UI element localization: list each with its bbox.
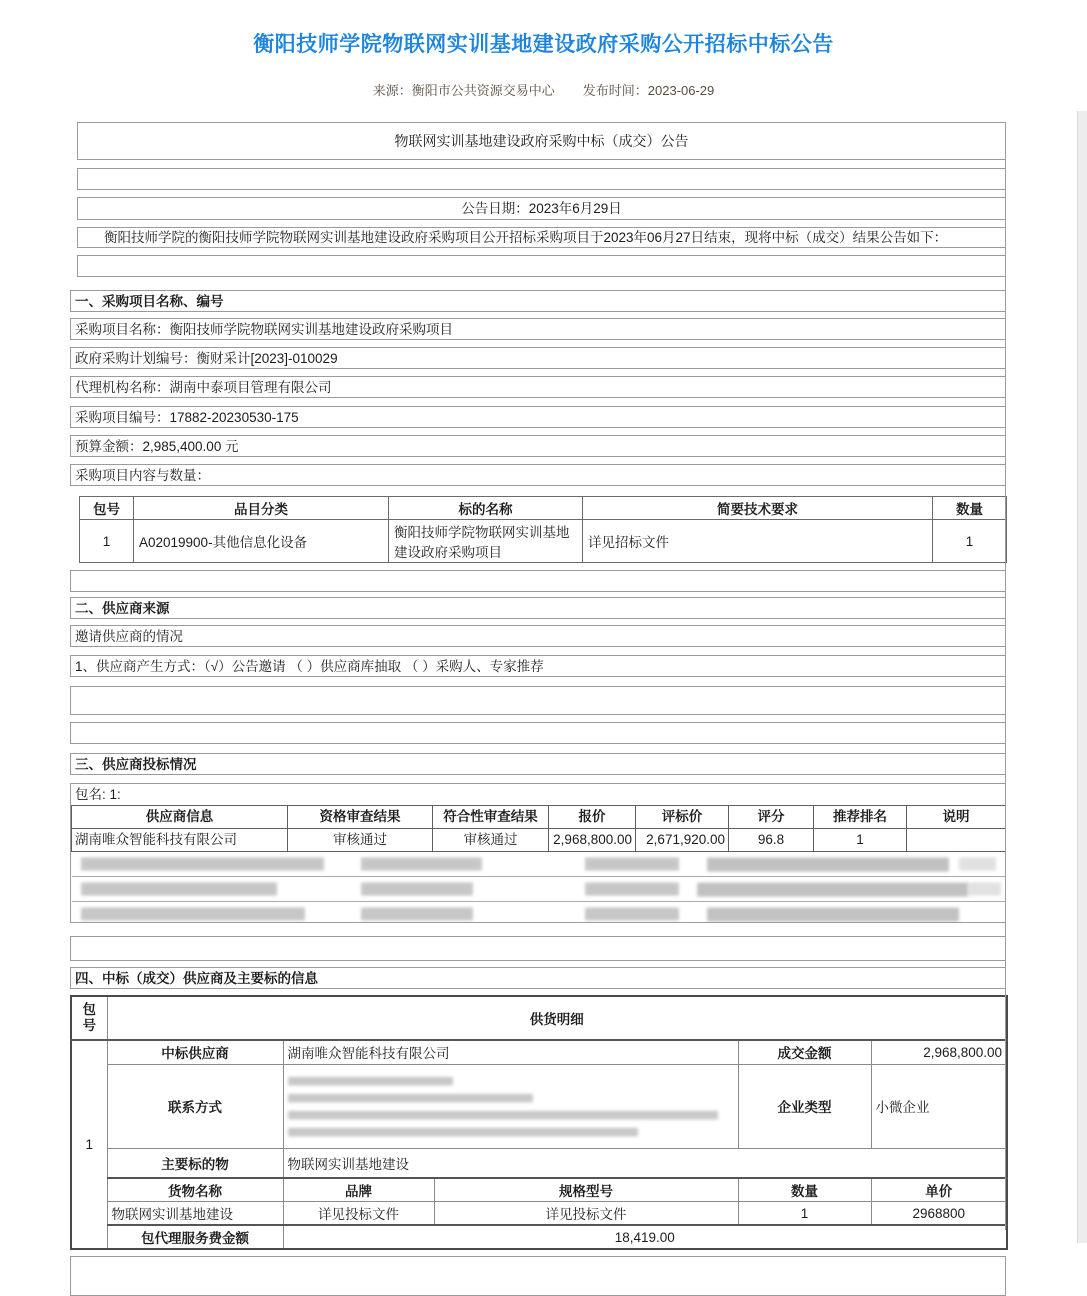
redacted-text-bar — [707, 857, 950, 871]
winner-name-cell: 湖南唯众智能科技有限公司 — [283, 1040, 738, 1064]
agency-name-row: 代理机构名称：湖南中泰项目管理有限公司 — [70, 376, 1006, 398]
brand-cell: 详见投标文件 — [283, 1202, 434, 1226]
column-header: 供应商信息 — [72, 806, 288, 829]
table-header-row — [71, 996, 1007, 1040]
column-header: 说明 — [907, 806, 1006, 829]
winner-detail-table — [70, 995, 1008, 1250]
redacted-text-bar — [585, 858, 678, 870]
column-header: 推荐排名 — [814, 806, 907, 829]
column-header: 品牌 — [283, 1178, 434, 1202]
column-header: 符合性审查结果 — [433, 806, 549, 829]
main-subject-row — [71, 1148, 1007, 1178]
package-number-cell: 1 — [80, 520, 134, 563]
empty-row-box — [70, 722, 1006, 744]
redacted-text-bar — [81, 858, 324, 870]
redacted-text-bar — [288, 1077, 453, 1085]
redacted-bidder-row — [72, 902, 1006, 924]
announce-date-box: 公告日期：2023年6月29日 — [77, 197, 1006, 220]
redacted-cells — [72, 877, 1006, 902]
score-cell: 96.8 — [729, 829, 814, 852]
redacted-text-bar — [585, 908, 678, 920]
amount-value-cell: 2,968,800.00 — [871, 1040, 1007, 1064]
plan-number-row: 政府采购计划编号：衡财采计[2023]-010029 — [70, 347, 1006, 369]
intro-paragraph: 衡阳技师学院的衡阳技师学院物联网实训基地建设政府采购项目公开招标采购项目于2023年06月27日结束，现将中标（成交）结果公告如下： — [77, 227, 1006, 248]
package-number-cell: 1 — [71, 1040, 107, 1249]
package-name-label: 包名: 1: — [75, 787, 121, 802]
tech-requirement-cell: 详见招标文件 — [583, 520, 933, 563]
table-row — [80, 520, 1007, 563]
rank-cell: 1 — [814, 829, 907, 852]
budget-row: 预算金额：2,985,400.00 元 — [70, 435, 1006, 457]
redacted-bidder-row — [72, 852, 1006, 877]
scrollbar-track[interactable] — [1077, 111, 1087, 1243]
empty-row-box — [70, 936, 1006, 961]
evaluated-price-cell: 2,671,920.00 — [636, 829, 729, 852]
column-header: 资格审查结果 — [288, 806, 433, 829]
quantity-cell: 1 — [738, 1202, 871, 1226]
redacted-text-bar — [288, 1111, 718, 1119]
agency-fee-row — [71, 1225, 1007, 1249]
source-label: 来源： — [372, 83, 412, 98]
contact-redacted-cell — [283, 1064, 738, 1148]
column-header: 标的名称 — [389, 497, 583, 520]
invite-suppliers-row: 邀请供应商的情况 — [70, 625, 1006, 647]
winner-label: 中标供应商 — [107, 1040, 283, 1064]
remark-cell — [907, 829, 1006, 852]
agency-fee-value-cell: 18,419.00 — [283, 1225, 1007, 1249]
column-header: 品目分类 — [134, 497, 389, 520]
column-header: 数量 — [933, 497, 1007, 520]
meta-line — [0, 80, 1087, 99]
column-header: 单价 — [871, 1178, 1007, 1202]
column-header: 评标价 — [636, 806, 729, 829]
redacted-text-bar — [81, 883, 277, 895]
section3-heading: 三、供应商投标情况 — [70, 753, 1006, 775]
redacted-text-bar — [959, 858, 996, 870]
page-title: 衡阳技师学院物联网实训基地建设政府采购公开招标中标公告 — [253, 33, 834, 56]
section2-heading: 二、供应商来源 — [70, 597, 1006, 619]
goods-header-row — [71, 1178, 1007, 1202]
partial-row-box — [70, 1256, 1006, 1296]
qualification-result-cell: 审核通过 — [288, 829, 433, 852]
procurement-items-table — [79, 496, 1007, 563]
redacted-cells — [72, 902, 1006, 924]
redacted-text-bar — [81, 908, 305, 920]
section1-heading: 一、采购项目名称、编号 — [70, 290, 1006, 312]
redacted-text-bar — [585, 883, 678, 895]
redacted-text-bar — [361, 883, 473, 895]
unit-price-cell: 2968800 — [871, 1202, 1007, 1226]
quantity-cell: 1 — [933, 520, 1007, 563]
contact-label: 联系方式 — [107, 1064, 283, 1148]
bidders-table — [71, 805, 1006, 923]
redacted-text-bar — [968, 883, 1001, 895]
column-header: 数量 — [738, 1178, 871, 1202]
content-quantity-label-row: 采购项目内容与数量： — [70, 464, 1006, 486]
empty-row-box — [70, 686, 1006, 715]
empty-row-box — [77, 168, 1006, 190]
column-header: 包号 — [80, 497, 134, 520]
column-header: 规格型号 — [434, 1178, 738, 1202]
publish-time-label: 发布时间： — [582, 83, 648, 98]
empty-row-box — [77, 255, 1006, 277]
enterprise-type-label: 企业类型 — [738, 1064, 871, 1148]
table-header-row — [72, 806, 1006, 829]
main-subject-label: 主要标的物 — [107, 1148, 283, 1178]
goods-name-cell: 物联网实训基地建设 — [107, 1202, 283, 1226]
redacted-text-bar — [361, 908, 473, 920]
source-value: 衡阳市公共资源交易中心 — [411, 83, 555, 98]
redacted-text-bar — [697, 882, 968, 896]
empty-row-box — [70, 570, 1006, 592]
redacted-text-bar — [361, 858, 482, 870]
redacted-text-bar — [288, 1128, 638, 1136]
column-header: 报价 — [549, 806, 636, 829]
conformity-result-cell: 审核通过 — [433, 829, 549, 852]
redacted-text-bar — [288, 1094, 533, 1102]
redacted-bidder-row — [72, 877, 1006, 902]
supply-detail-header: 供货明细 — [107, 996, 1007, 1040]
section4-heading: 四、中标（成交）供应商及主要标的信息 — [70, 967, 1006, 989]
table-header-row — [80, 497, 1007, 520]
main-subject-value-cell: 物联网实训基地建设 — [283, 1148, 1007, 1178]
amount-label: 成交金额 — [738, 1040, 871, 1064]
redacted-text-bar — [707, 907, 959, 921]
document-body — [70, 122, 1006, 1296]
project-number-row: 采购项目编号：17882-20230530-175 — [70, 406, 1006, 428]
document-right-border — [1005, 122, 1006, 1230]
subject-name-cell: 衡阳技师学院物联网实训基地建设政府采购项目 — [389, 520, 583, 563]
category-cell: A02019900-其他信息化设备 — [134, 520, 389, 563]
notice-title-box: 物联网实训基地建设政府采购中标（成交）公告 — [77, 122, 1006, 160]
agency-fee-label: 包代理服务费金额 — [107, 1225, 283, 1249]
supplier-method-row: 1、供应商产生方式：（√）公告邀请 （ ）供应商库抽取 （ ）采购人、专家推荐 — [70, 655, 1006, 677]
bid-package-box — [70, 783, 1006, 923]
bidder-row — [72, 829, 1006, 852]
project-name-row: 采购项目名称：衡阳技师学院物联网实训基地建设政府采购项目 — [70, 318, 1006, 340]
contact-row — [71, 1064, 1007, 1148]
redacted-cells — [72, 852, 1006, 877]
column-header: 评分 — [729, 806, 814, 829]
column-header: 货物名称 — [107, 1178, 283, 1202]
package-number-header: 包号 — [71, 996, 107, 1040]
goods-row — [71, 1202, 1007, 1226]
supplier-name-cell: 湖南唯众智能科技有限公司 — [72, 829, 288, 852]
spec-model-cell: 详见投标文件 — [434, 1202, 738, 1226]
bid-price-cell: 2,968,800.00 — [549, 829, 636, 852]
winner-row — [71, 1040, 1007, 1064]
enterprise-type-value-cell: 小微企业 — [871, 1064, 1007, 1148]
publish-time-value: 2023-06-29 — [647, 83, 715, 98]
column-header: 简要技术要求 — [583, 497, 933, 520]
